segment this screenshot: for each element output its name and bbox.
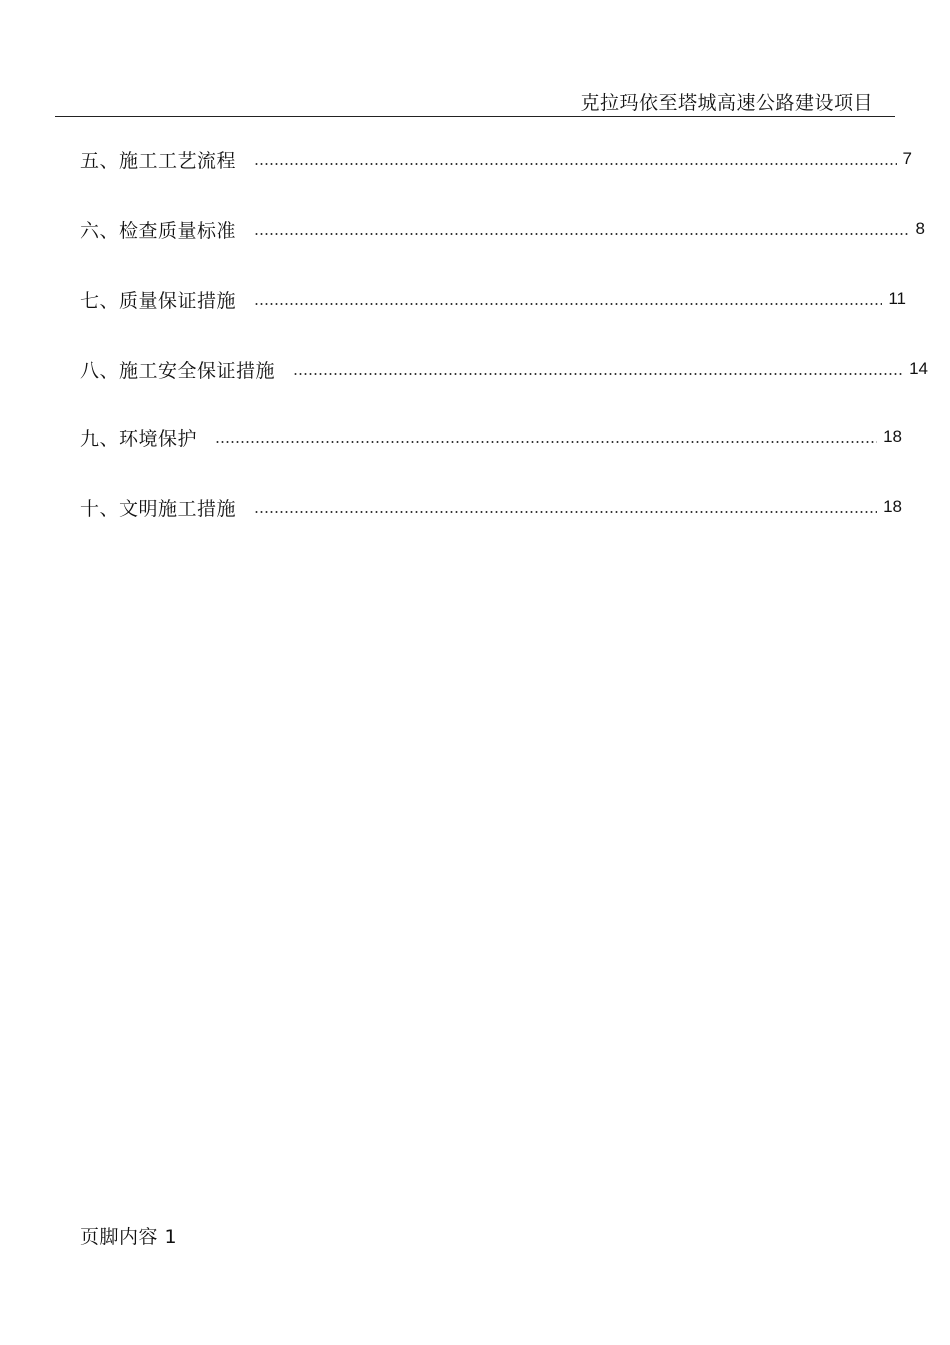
page-footer: 页脚内容 1 [80, 1226, 178, 1248]
toc-dot-leader [254, 303, 882, 305]
toc-entry-label: 五、施工工艺流程 [80, 149, 237, 172]
toc-entry-label: 九、环境保护 [80, 427, 198, 450]
toc-entry-page-number: 7 [902, 149, 912, 168]
header-title: 克拉玛依至塔城高速公路建设项目 [580, 92, 873, 114]
toc-entry-page-number: 18 [883, 427, 902, 446]
toc-entry-quality-standards[interactable] [80, 214, 925, 244]
toc-entry-page-number: 14 [909, 359, 928, 378]
toc-entry-civilized-construction[interactable] [80, 492, 902, 522]
toc-dot-leader [254, 511, 877, 513]
toc-entry-quality-assurance[interactable] [80, 284, 906, 314]
toc-entry-label: 六、检查质量标准 [80, 219, 237, 242]
toc-entry-construction-process[interactable] [80, 144, 912, 174]
toc-entry-page-number: 18 [883, 497, 902, 516]
toc-entry-safety-measures[interactable] [80, 354, 928, 384]
toc-dot-leader [215, 441, 877, 443]
toc-entry-label: 八、施工安全保证措施 [80, 359, 276, 382]
toc-entry-page-number: 8 [915, 219, 925, 238]
toc-entry-label: 七、质量保证措施 [80, 289, 237, 312]
toc-entry-environmental-protection[interactable] [80, 422, 902, 452]
toc-entry-label: 十、文明施工措施 [80, 497, 237, 520]
table-of-contents [0, 0, 950, 560]
toc-dot-leader [293, 373, 903, 375]
toc-dot-leader [254, 163, 897, 165]
toc-dot-leader [254, 233, 910, 235]
toc-entry-page-number: 11 [888, 289, 906, 308]
